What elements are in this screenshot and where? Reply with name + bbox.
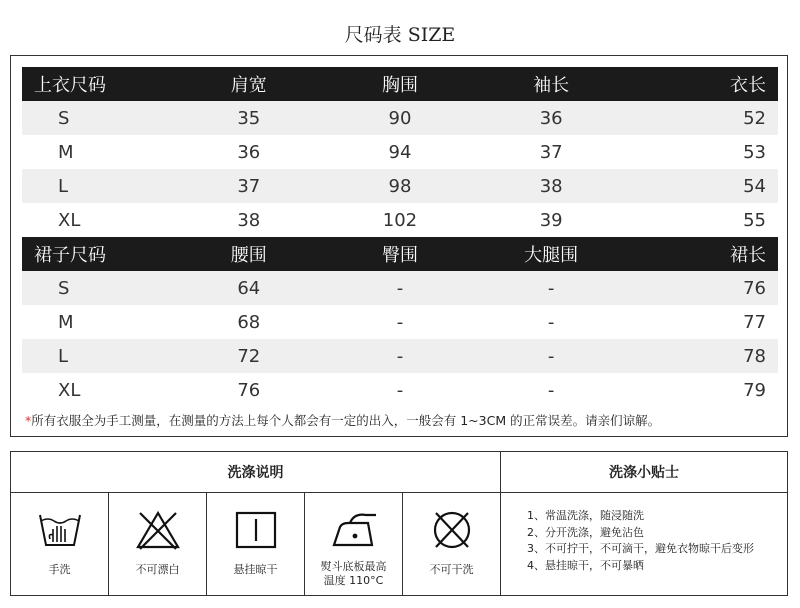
header-cell: 腰围 [173, 237, 324, 271]
icon-label: 手洗 [48, 563, 71, 576]
care-tips [527, 508, 754, 574]
value-cell: 38 [237, 209, 261, 231]
value-cell: 64 [173, 271, 324, 305]
icon-label: 不可漂白 [135, 563, 180, 576]
care-title: 洗涤说明 [11, 452, 501, 493]
value-cell: 37 [539, 141, 563, 163]
value-cell: 54 [627, 169, 778, 203]
value-cell: 79 [743, 379, 766, 401]
hand-wash-icon [36, 509, 84, 551]
top-header-row [22, 67, 778, 101]
hang-dry-icon [232, 509, 280, 551]
care-item-hang-dry [207, 493, 305, 595]
care-instructions [10, 451, 788, 596]
care-item-iron [305, 493, 403, 595]
value-cell: 76 [237, 379, 261, 401]
care-item-hand-wash [11, 493, 109, 595]
value-cell: 55 [743, 209, 766, 231]
header-cell: 臀围 [324, 237, 475, 271]
measurement-note [25, 411, 660, 429]
note-star: * [25, 413, 32, 428]
tip-item: 4、悬挂晾干，不可暴晒 [527, 558, 644, 572]
care-item-no-dry-clean [403, 493, 501, 595]
icon-label: 不可干洗 [429, 563, 474, 576]
value-cell: 77 [743, 311, 766, 333]
size-cell: M [58, 311, 74, 333]
icon-label: 熨斗底板最高 [320, 560, 387, 573]
value-cell: 53 [743, 141, 766, 163]
value-cell: 38 [476, 169, 627, 203]
size-cell: S [22, 101, 173, 135]
tip-item: 3、不可拧干，不可滴干，避免衣物晾干后变形 [527, 542, 754, 555]
value-cell: 72 [173, 339, 324, 373]
header-cell: 上衣尺码 [22, 67, 173, 101]
header-cell: 袖长 [476, 67, 627, 101]
size-cell: XL [58, 209, 81, 231]
tip-item: 1、常温洗涤，随浸随洗 [527, 509, 644, 522]
care-item-no-bleach [109, 493, 207, 595]
size-chart [10, 55, 788, 437]
value-cell: - [476, 339, 627, 373]
value-cell: 76 [627, 271, 778, 305]
size-cell: XL [58, 379, 81, 401]
value-cell: 39 [539, 209, 563, 231]
value-cell: 52 [627, 101, 778, 135]
iron-icon [330, 509, 380, 551]
size-table [22, 67, 778, 407]
size-cell: S [22, 271, 173, 305]
value-cell: 102 [382, 209, 418, 231]
icon-label: 悬挂晾干 [233, 563, 278, 576]
page-title: 尺码表 SIZE [344, 24, 456, 46]
table-row [22, 339, 778, 373]
value-cell: 68 [237, 311, 261, 333]
value-cell: 36 [476, 101, 627, 135]
value-cell: 94 [388, 141, 412, 163]
value-cell: - [324, 271, 475, 305]
value-cell: - [547, 311, 555, 333]
table-row [22, 373, 778, 407]
value-cell: - [547, 379, 555, 401]
header-cell: 大腿围 [476, 237, 627, 271]
table-row [22, 203, 778, 237]
value-cell: - [476, 271, 627, 305]
tips-title: 洗涤小贴士 [501, 452, 787, 493]
note-text: 所有衣服全为手工测量，在测量的方法上每个人都会有一定的出入，一般会有 1~3CM 的正常误差。请亲们谅解。 [31, 413, 661, 428]
icon-label-line2: 温度 110°C [323, 574, 384, 587]
value-cell: 78 [627, 339, 778, 373]
value-cell: - [324, 339, 475, 373]
size-cell: M [58, 141, 74, 163]
value-cell: 35 [173, 101, 324, 135]
value-cell: 37 [173, 169, 324, 203]
header-cell: 衣长 [627, 67, 778, 101]
value-cell: 98 [324, 169, 475, 203]
table-row [22, 101, 778, 135]
tip-item: 2、分开洗涤，避免沾色 [527, 525, 644, 539]
header-cell: 胸围 [324, 67, 475, 101]
size-cell: L [22, 169, 173, 203]
value-cell: - [396, 311, 404, 333]
value-cell: 36 [237, 141, 261, 163]
size-cell: L [22, 339, 173, 373]
table-row [22, 135, 778, 169]
value-cell: 90 [324, 101, 475, 135]
header-cell: 裙子尺码 [22, 237, 173, 271]
no-dry-clean-icon [428, 509, 476, 551]
header-cell: 裙长 [627, 237, 778, 271]
value-cell: - [396, 379, 404, 401]
table-row [22, 271, 778, 305]
table-row [22, 169, 778, 203]
no-bleach-icon [134, 509, 182, 551]
table-row [22, 305, 778, 339]
skirt-header-row [22, 237, 778, 271]
header-cell: 肩宽 [173, 67, 324, 101]
